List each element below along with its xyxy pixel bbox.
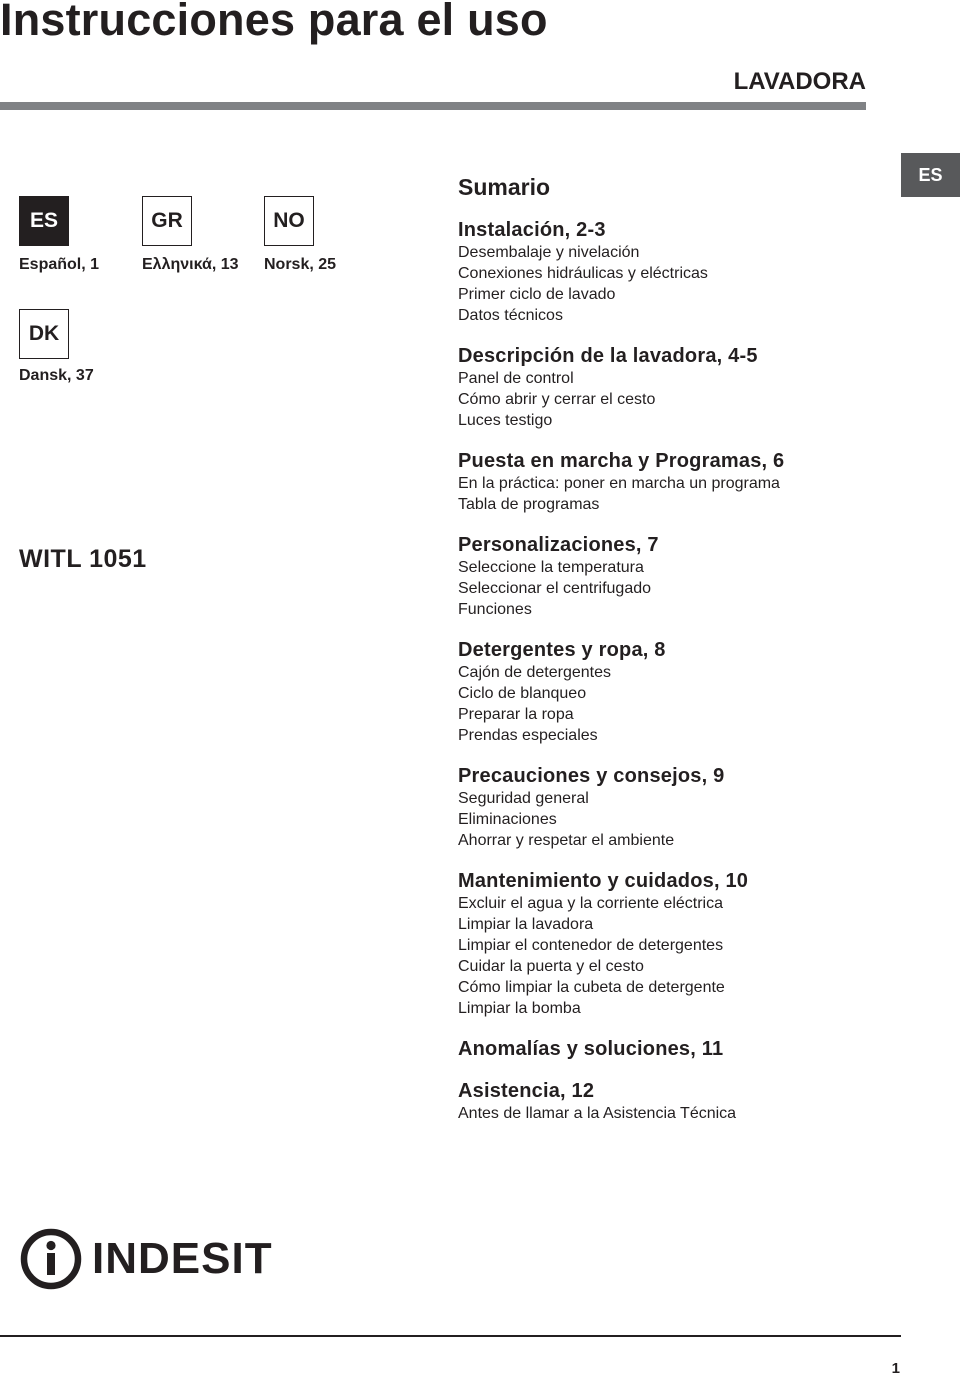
- toc-section: [458, 344, 898, 431]
- toc-item[interactable]: Primer ciclo de lavado: [458, 286, 616, 303]
- page-number: 1: [891, 1360, 900, 1377]
- header-divider: [0, 102, 866, 110]
- toc-item[interactable]: Seguridad general: [458, 790, 589, 807]
- toc-item-list: [458, 557, 898, 620]
- toc-section-title[interactable]: Precauciones y consejos, 9: [458, 765, 725, 787]
- toc-section-title[interactable]: Anomalías y soluciones, 11: [458, 1038, 724, 1060]
- toc-item[interactable]: Cuidar la puerta y el cesto: [458, 958, 644, 975]
- brand-logo: [20, 1228, 273, 1290]
- toc-item[interactable]: Limpiar la bomba: [458, 1000, 581, 1017]
- toc-item[interactable]: Eliminaciones: [458, 811, 557, 828]
- toc-section: [458, 449, 898, 515]
- language-box-no[interactable]: NO: [264, 196, 314, 246]
- toc-section: [458, 869, 898, 1019]
- toc-section-title[interactable]: Descripción de la lavadora, 4-5: [458, 345, 758, 367]
- toc-item[interactable]: Cómo abrir y cerrar el cesto: [458, 391, 656, 408]
- language-label-gr: Ελληνικά, 13: [142, 256, 239, 273]
- toc-item[interactable]: Limpiar el contenedor de detergentes: [458, 937, 724, 954]
- toc-section-title[interactable]: Mantenimiento y cuidados, 10: [458, 870, 749, 892]
- toc-item[interactable]: Limpiar la lavadora: [458, 916, 594, 933]
- toc-section: [458, 764, 898, 851]
- toc-item[interactable]: Desembalaje y nivelación: [458, 244, 640, 261]
- toc-item[interactable]: Preparar la ropa: [458, 706, 574, 723]
- toc-section-title[interactable]: Detergentes y ropa, 8: [458, 639, 666, 661]
- toc-section-title[interactable]: Personalizaciones, 7: [458, 534, 659, 556]
- toc-item[interactable]: Antes de llamar a la Asistencia Técnica: [458, 1105, 737, 1122]
- toc-item-list: [458, 242, 898, 326]
- language-box-gr[interactable]: GR: [142, 196, 192, 246]
- toc-item[interactable]: Prendas especiales: [458, 727, 598, 744]
- brand-wordmark: INDESIT: [92, 1234, 273, 1283]
- document-title: Instrucciones para el uso: [0, 0, 548, 45]
- brand-i-icon: [20, 1228, 82, 1290]
- toc-item[interactable]: En la práctica: poner en marcha un programa: [458, 475, 780, 492]
- toc-item[interactable]: Ahorrar y respetar el ambiente: [458, 832, 675, 849]
- language-tab-es[interactable]: ES: [901, 153, 960, 197]
- toc-section: [458, 218, 898, 326]
- toc-item[interactable]: Excluir el agua y la corriente eléctrica: [458, 895, 724, 912]
- toc-item-list: [458, 788, 898, 851]
- language-label-dk: Dansk, 37: [19, 367, 94, 384]
- toc-item[interactable]: Ciclo de blanqueo: [458, 685, 587, 702]
- toc-section-title[interactable]: Instalación, 2-3: [458, 219, 606, 241]
- language-box-dk[interactable]: DK: [19, 309, 69, 359]
- toc-section: [458, 638, 898, 746]
- toc-section: [458, 1037, 898, 1061]
- footer-divider: [0, 1335, 901, 1337]
- toc-item[interactable]: Seleccionar el centrifugado: [458, 580, 652, 597]
- toc-item[interactable]: Panel de control: [458, 370, 574, 387]
- toc-section-title[interactable]: Asistencia, 12: [458, 1080, 595, 1102]
- toc-item-list: [458, 368, 898, 431]
- toc-section-title[interactable]: Puesta en marcha y Programas, 6: [458, 450, 785, 472]
- language-box-es[interactable]: ES: [19, 196, 69, 246]
- language-label-no: Norsk, 25: [264, 256, 337, 273]
- toc-item[interactable]: Luces testigo: [458, 412, 553, 429]
- toc-item-list: [458, 1103, 898, 1124]
- toc-item[interactable]: Conexiones hidráulicas y eléctricas: [458, 265, 708, 282]
- toc-section: [458, 533, 898, 620]
- toc-item[interactable]: Cajón de detergentes: [458, 664, 611, 681]
- toc-heading: Sumario: [458, 174, 551, 200]
- table-of-contents: [458, 218, 898, 1142]
- toc-item[interactable]: Tabla de programas: [458, 496, 600, 513]
- toc-item-list: [458, 473, 898, 515]
- toc-item[interactable]: Cómo limpiar la cubeta de detergente: [458, 979, 725, 996]
- toc-item-list: [458, 662, 898, 746]
- product-type: LAVADORA: [733, 68, 866, 95]
- toc-item[interactable]: Datos técnicos: [458, 307, 563, 324]
- toc-item-list: [458, 893, 898, 1019]
- toc-section: [458, 1079, 898, 1124]
- language-label-es: Español, 1: [19, 256, 100, 273]
- toc-item[interactable]: Seleccione la temperatura: [458, 559, 644, 576]
- toc-item[interactable]: Funciones: [458, 601, 532, 618]
- model-number: WITL 1051: [19, 545, 147, 573]
